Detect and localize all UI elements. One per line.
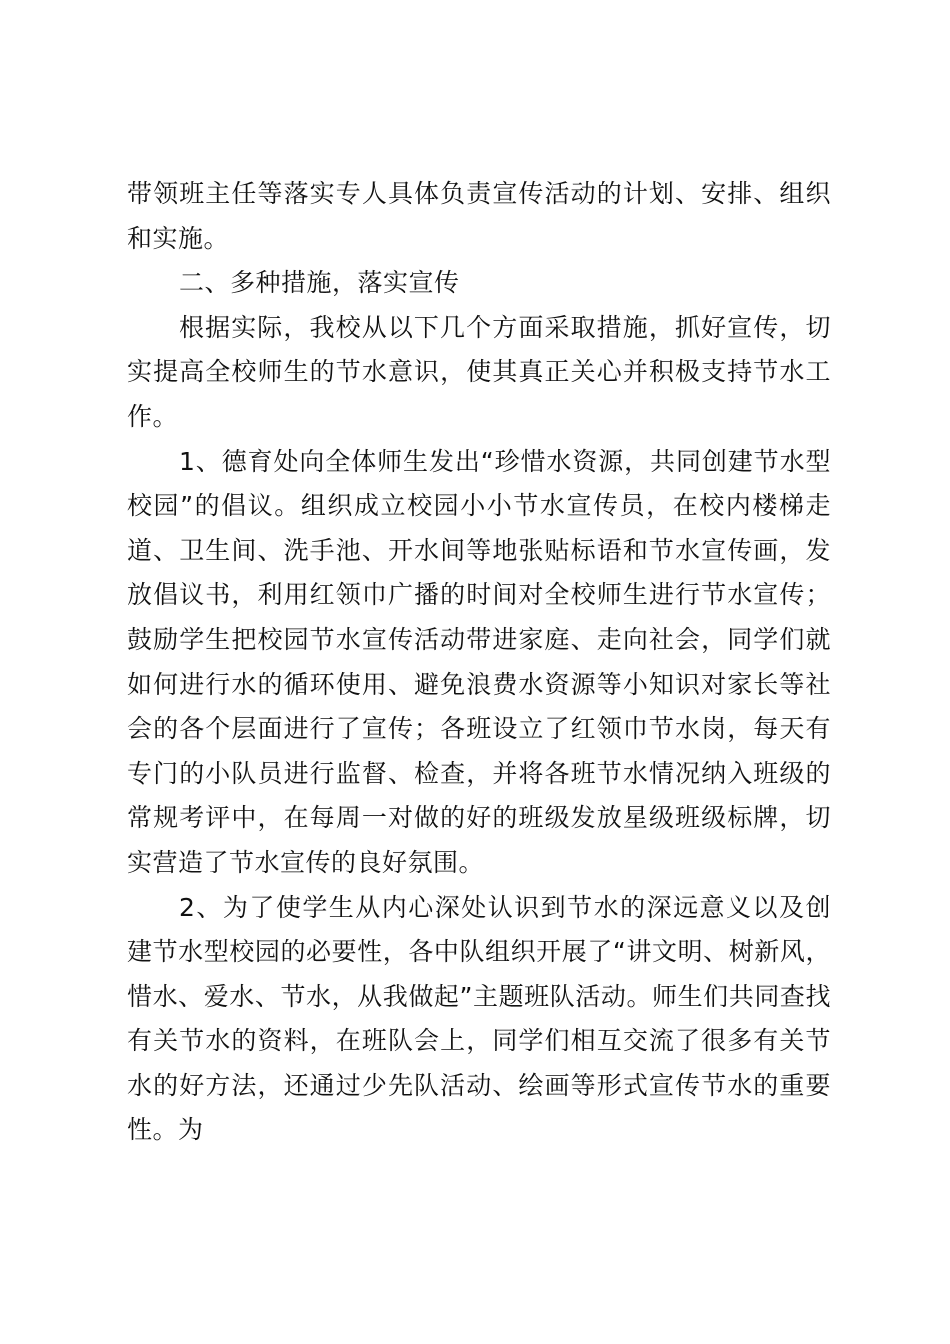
section-heading: 二、多种措施，落实宣传 bbox=[179, 268, 460, 298]
document-body bbox=[127, 172, 831, 1153]
paragraph-item-1: 1、德育处向全体师生发出“珍惜水资源，共同创建节水型校园”的倡议。组织成立校园小小节水宣传员，在校内楼梯走道、卫生间、洗手池、开水间等地张贴标语和节水宣传画，发放倡议书，利用红领巾广播的时间对全校师生进行节水宣传；鼓励学生把校园节水宣传活动带进家庭、走向社会，同学们就如何进行水的循环使用、避免浪费水资源等小知识对家长等社会的各个层面进行了宣传；各班设立了红领巾节水岗，每天有专门的小队员进行监督、检查，并将各班节水情况纳入班级的常规考评中，在每周一对做的好的班级发放星级班级标牌，切实营造了节水宣传的良好氛围。 bbox=[127, 446, 831, 877]
paragraph-intro: 根据实际，我校从以下几个方面采取措施，抓好宣传，切实提高全校师生的节水意识，使其真正关心并积极支持节水工作。 bbox=[127, 312, 831, 431]
paragraph-item-2: 2、为了使学生从内心深处认识到节水的深远意义以及创建节水型校园的必要性，各中队组织开展了“讲文明、树新风，惜水、爱水、节水，从我做起”主题班队活动。师生们共同查找有关节水的资料，在班队会上，同学们相互交流了很多有关节水的好方法，还通过少先队活动、绘画等形式宣传节水的重要性。为 bbox=[127, 892, 831, 1145]
paragraph-continuation: 带领班主任等落实专人具体负责宣传活动的计划、安排、组织和实施。 bbox=[127, 179, 831, 253]
